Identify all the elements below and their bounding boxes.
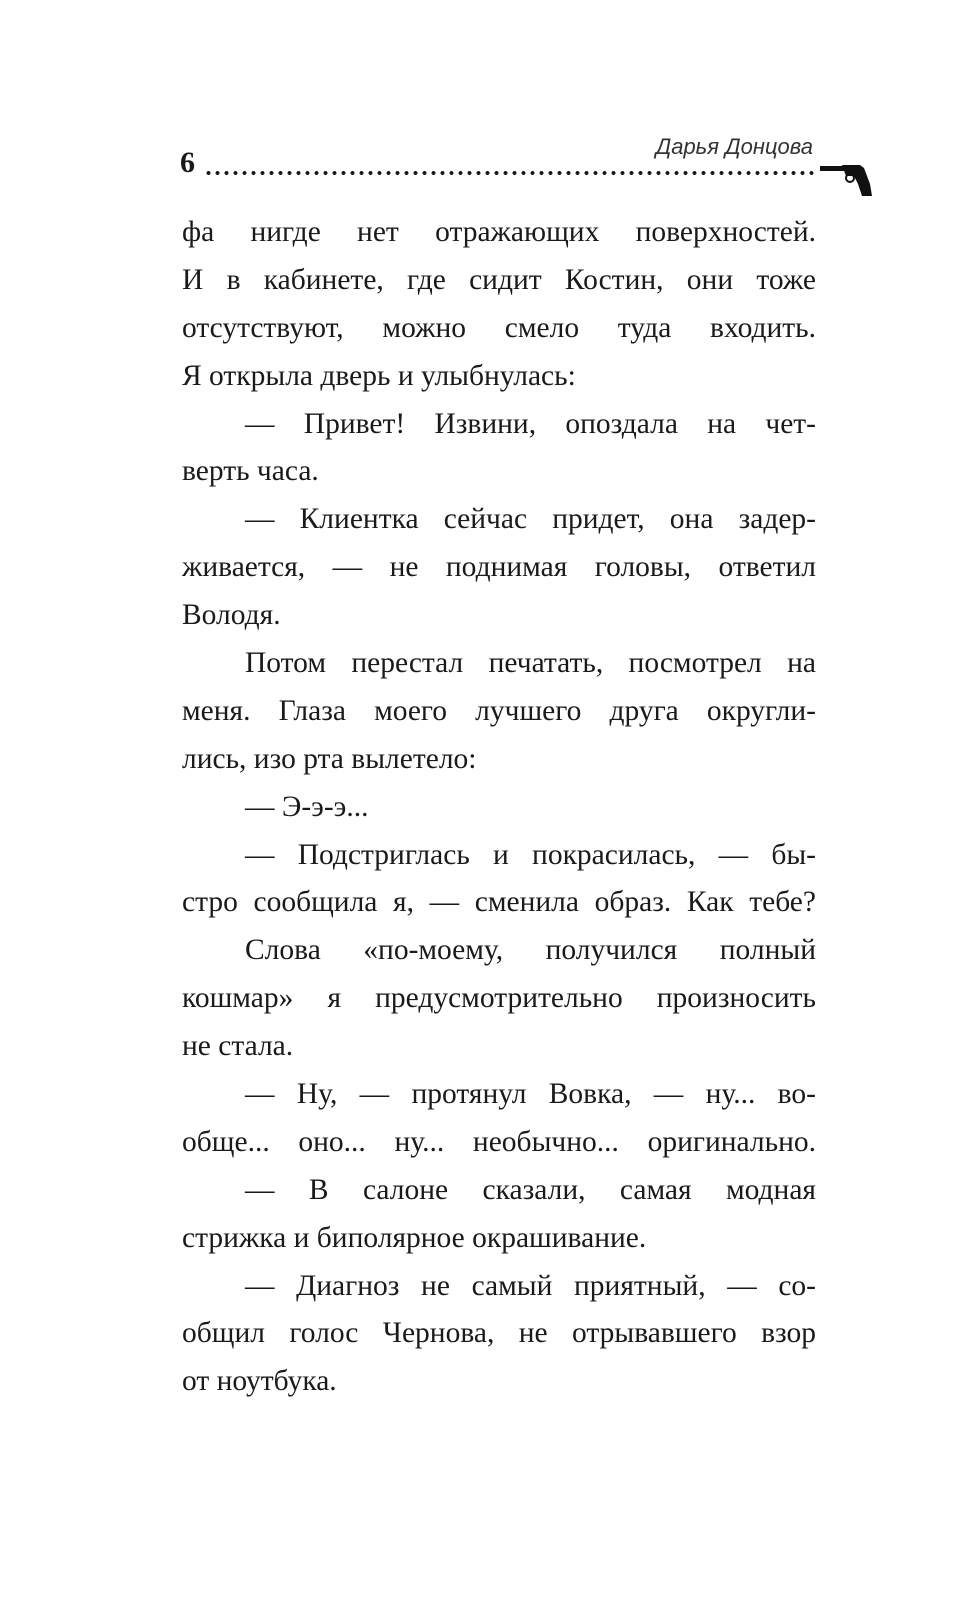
body-text xyxy=(182,209,816,1406)
text-line: верть часа. xyxy=(182,455,319,488)
text-line: отсутствуют, можно смело туда входить. xyxy=(182,311,816,344)
text-line: стро сообщила я, — сменила образ. Как тебе? xyxy=(182,886,816,919)
text-line: Володя. xyxy=(182,599,281,632)
text-line: Потом перестал печатать, посмотрел на xyxy=(245,647,816,680)
text-line: — Ну, — протянул Вовка, — ну... во- xyxy=(245,1078,816,1111)
page-number: 6 xyxy=(180,146,195,179)
text-line: — Подстриглась и покрасилась, — бы- xyxy=(245,838,816,871)
text-line: Слова «по-моему, получился полный xyxy=(245,934,816,967)
text-line: — В салоне сказали, самая модная xyxy=(245,1173,816,1206)
text-line: обще... оно... ну... необычно... оригинально. xyxy=(182,1125,816,1158)
running-header-author: Дарья Донцова xyxy=(655,134,813,159)
text-line: лись, изо рта вылетело: xyxy=(182,742,477,775)
text-line: — Клиентка сейчас придет, она задер- xyxy=(245,503,816,536)
text-line: — Диагноз не самый приятный, — со- xyxy=(245,1269,816,1302)
text-line: живается, — не поднимая головы, ответил xyxy=(182,551,816,584)
text-line: от ноутбука. xyxy=(182,1365,337,1398)
text-line: общил голос Чернова, не отрывавшего взор xyxy=(182,1317,816,1350)
text-line: стрижка и биполярное окрашивание. xyxy=(182,1221,647,1254)
text-line: И в кабинете, где сидит Костин, они тоже xyxy=(182,263,816,296)
revolver-icon xyxy=(820,162,872,198)
text-line: меня. Глаза моего лучшего друга округли- xyxy=(182,694,816,727)
text-line: фа нигде нет отражающих поверхностей. xyxy=(182,216,816,248)
text-line: кошмар» я предусмотрительно произносить xyxy=(182,982,816,1015)
text-line: Я открыла дверь и улыбнулась: xyxy=(182,359,576,392)
text-line: — Привет! Извини, опоздала на чет- xyxy=(245,407,816,440)
text-line: не стала. xyxy=(182,1030,294,1063)
dotted-rule xyxy=(204,170,816,176)
text-line: — Э-э-э... xyxy=(245,790,369,823)
